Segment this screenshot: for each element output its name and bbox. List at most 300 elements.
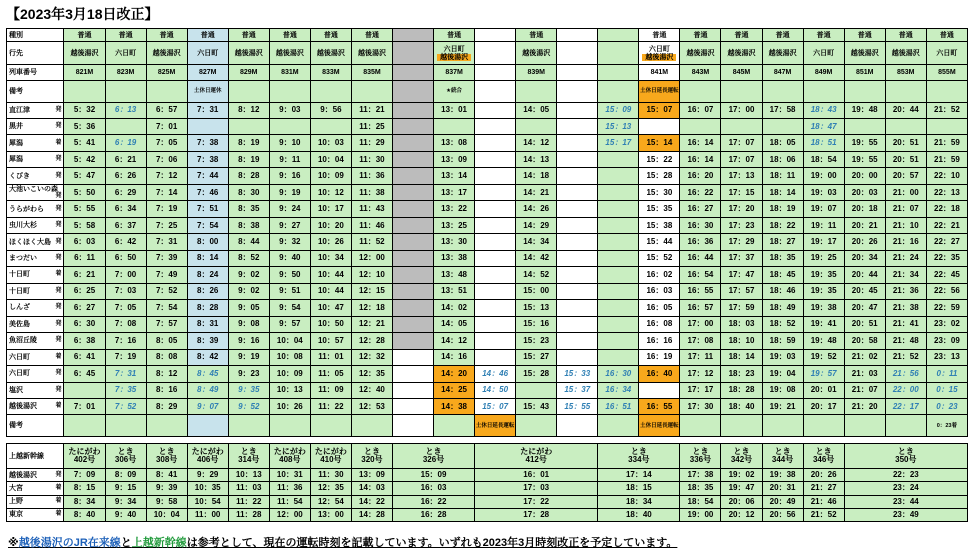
train-destination <box>351 42 392 65</box>
station-name <box>7 119 64 135</box>
time-cell: 14：46 <box>475 366 516 382</box>
time-cell: 13：08 <box>434 135 475 151</box>
bottom-remark: 0：23着 <box>926 415 967 437</box>
time-cell: 14：42 <box>516 250 557 266</box>
time-cell: 18：14 <box>721 349 762 365</box>
time-cell: 15：37 <box>557 382 598 398</box>
time-cell: 13：48 <box>434 267 475 283</box>
train-destination <box>844 42 885 65</box>
station-name-text: まつだい <box>9 254 37 262</box>
train-number: 847M <box>762 65 803 80</box>
time-cell <box>475 333 516 349</box>
time-cell: 16：03 <box>639 283 680 299</box>
time-cell: 16：20 <box>680 168 721 184</box>
shinkansen-number: 342号 <box>730 455 753 465</box>
shinkansen-name: とき <box>240 447 257 457</box>
shinkansen-time: 11：54 <box>269 495 310 508</box>
shinkansen-name: たにがわ <box>314 447 347 457</box>
bottom-remark <box>803 415 844 437</box>
station-name <box>7 234 64 250</box>
station-name-text: 越後湯沢 <box>9 403 37 411</box>
time-cell: 19：52 <box>803 349 844 365</box>
time-cell: 10：57 <box>310 333 351 349</box>
shinkansen-time: 22：23 <box>844 469 967 482</box>
time-cell: 8：05 <box>146 333 187 349</box>
station-name-text: 虫川大杉 <box>9 222 37 230</box>
train-remark <box>762 80 803 102</box>
footnote-mark: ※ <box>8 537 19 549</box>
time-cell: 16：16 <box>639 333 680 349</box>
time-cell: 12：53 <box>351 398 392 414</box>
time-cell <box>598 267 639 283</box>
shinkansen-time: 11：00 <box>187 508 228 521</box>
destination-text: 六日町 <box>443 45 465 53</box>
time-cell: 10：34 <box>310 250 351 266</box>
time-cell: 14：05 <box>516 102 557 118</box>
train-remark: ★続合 <box>434 80 475 102</box>
time-cell: 17：23 <box>721 217 762 233</box>
time-cell: 19：38 <box>803 300 844 316</box>
destination-text: 越後湯沢 <box>152 49 181 57</box>
time-cell: 14：12 <box>516 135 557 151</box>
shinkansen-time: 23：44 <box>844 495 967 508</box>
station-name <box>7 382 64 398</box>
train-remark <box>844 80 885 102</box>
station-row <box>7 119 968 135</box>
shinkansen-train <box>762 443 803 468</box>
time-cell: 13：01 <box>434 102 475 118</box>
time-cell: 6：27 <box>64 300 105 316</box>
shinkansen-time: 8：34 <box>64 495 105 508</box>
bottom-remark <box>64 415 105 437</box>
destination-text: 越後湯沢 <box>891 49 920 57</box>
time-cell <box>557 151 598 167</box>
train-number <box>557 65 598 80</box>
time-cell: 20：26 <box>844 234 885 250</box>
shinkansen-time: 8：09 <box>105 469 146 482</box>
train-number: 851M <box>844 65 885 80</box>
time-cell: 16：36 <box>680 234 721 250</box>
shinkansen-station <box>7 495 64 508</box>
train-remark <box>269 80 310 102</box>
time-cell: 5：58 <box>64 217 105 233</box>
train-type <box>598 29 639 42</box>
shinkansen-train <box>187 443 228 468</box>
shinkansen-time: 13：00 <box>310 508 351 521</box>
time-cell <box>310 119 351 135</box>
shinkansen-time: 9：15 <box>105 482 146 495</box>
time-cell: 22：56 <box>926 283 967 299</box>
time-cell: 9：16 <box>269 168 310 184</box>
train-type: 普通 <box>803 29 844 42</box>
time-cell: 20：57 <box>885 168 926 184</box>
time-cell: 17：11 <box>680 349 721 365</box>
train-number: 835M <box>351 65 392 80</box>
destination-text: 六日町 <box>197 49 219 57</box>
time-cell: 9：08 <box>228 316 269 332</box>
time-cell: 21：59 <box>926 151 967 167</box>
train-number: 829M <box>228 65 269 80</box>
time-cell: 19：03 <box>803 184 844 200</box>
train-type: 普通 <box>187 29 228 42</box>
time-cell: 18：59 <box>762 333 803 349</box>
arrival-departure-mark: 着 <box>55 353 62 360</box>
time-cell <box>557 300 598 316</box>
train-type: 普通 <box>146 29 187 42</box>
time-cell: 16：57 <box>680 300 721 316</box>
time-cell <box>475 135 516 151</box>
time-cell: 23：13 <box>926 349 967 365</box>
train-destination <box>105 42 146 65</box>
time-cell <box>598 333 639 349</box>
bottom-remark <box>105 415 146 437</box>
shinkansen-time: 17：03 <box>475 482 598 495</box>
time-cell: 8：39 <box>187 333 228 349</box>
shinkansen-station-name: 上野 <box>9 498 23 506</box>
time-cell: 20：17 <box>803 398 844 414</box>
time-cell <box>557 267 598 283</box>
station-name <box>7 102 64 118</box>
time-cell: 23：09 <box>926 333 967 349</box>
time-cell: 8：45 <box>187 366 228 382</box>
shinkansen-number: 410号 <box>320 455 342 465</box>
time-cell: 19：35 <box>803 283 844 299</box>
train-destination <box>803 42 844 65</box>
shinkansen-time: 20：06 <box>721 495 762 508</box>
time-cell: 9：03 <box>269 102 310 118</box>
station-row <box>7 168 968 184</box>
station-name-text: 塩沢 <box>9 386 23 394</box>
station-name <box>7 267 64 283</box>
time-cell: 21：02 <box>844 349 885 365</box>
station-name-text: 美佐島 <box>9 320 30 328</box>
station-row <box>7 300 968 316</box>
shinkansen-time: 10：35 <box>187 482 228 495</box>
destination-text: 越後湯沢 <box>768 49 797 57</box>
time-cell <box>639 119 680 135</box>
arrival-departure-mark: 着 <box>55 498 62 505</box>
shinkansen-number: 320号 <box>361 455 383 465</box>
time-cell: 19：25 <box>803 250 844 266</box>
shinkansen-number: 326号 <box>422 455 445 465</box>
time-cell: 19：41 <box>803 316 844 332</box>
time-cell: 9：27 <box>269 217 310 233</box>
time-cell: 9：51 <box>269 283 310 299</box>
time-cell: 10：26 <box>310 234 351 250</box>
time-cell: 20：45 <box>844 283 885 299</box>
train-destination <box>392 42 433 65</box>
time-cell <box>392 366 433 382</box>
station-row <box>7 366 968 382</box>
time-cell: 12：21 <box>351 316 392 332</box>
arrival-departure-mark: 発 <box>55 471 62 478</box>
arrival-departure-mark: 発 <box>55 156 62 163</box>
time-cell: 5：55 <box>64 201 105 217</box>
time-cell <box>475 316 516 332</box>
time-cell <box>557 250 598 266</box>
shinkansen-time: 15：09 <box>392 469 474 482</box>
time-cell: 17：57 <box>721 283 762 299</box>
time-cell: 9：02 <box>228 283 269 299</box>
page-title: 【2023年3月18日改正】 <box>6 6 159 22</box>
shinkansen-time: 11：03 <box>228 482 269 495</box>
time-cell: 19：04 <box>762 366 803 382</box>
time-cell <box>926 119 967 135</box>
time-cell <box>557 217 598 233</box>
time-cell: 7：05 <box>146 135 187 151</box>
shinkansen-time: 10：04 <box>146 508 187 521</box>
shinkansen-time: 18：15 <box>598 482 680 495</box>
station-name-text: 黒井 <box>9 123 23 131</box>
shinkansen-name: とき <box>630 447 647 457</box>
arrival-departure-mark: 着 <box>55 484 62 491</box>
time-cell: 21：07 <box>885 201 926 217</box>
time-cell: 18：06 <box>762 151 803 167</box>
time-cell: 8：24 <box>187 267 228 283</box>
time-cell: 9：05 <box>228 300 269 316</box>
time-cell <box>557 333 598 349</box>
train-number <box>475 65 516 80</box>
destination-text: 越後湯沢 <box>316 49 345 57</box>
station-row <box>7 234 968 250</box>
time-cell: 15：00 <box>516 283 557 299</box>
station-name-text: 六日町 <box>9 370 30 378</box>
time-cell: 21：38 <box>885 300 926 316</box>
train-destination <box>680 42 721 65</box>
time-cell: 13：51 <box>434 283 475 299</box>
shinkansen-time: 21：27 <box>803 482 844 495</box>
time-cell: 8：30 <box>228 184 269 200</box>
shinkansen-time: 18：54 <box>680 495 721 508</box>
time-cell: 11：22 <box>310 398 351 414</box>
shinkansen-time: 11：28 <box>228 508 269 521</box>
time-cell: 18：51 <box>803 135 844 151</box>
time-cell <box>475 300 516 316</box>
time-cell: 15：30 <box>639 184 680 200</box>
time-cell: 16：27 <box>680 201 721 217</box>
shinkansen-time: 8：41 <box>146 469 187 482</box>
time-cell: 21：52 <box>926 102 967 118</box>
time-cell: 6：30 <box>64 316 105 332</box>
shinkansen-time: 12：35 <box>310 482 351 495</box>
time-cell <box>392 184 433 200</box>
time-cell: 19：03 <box>762 349 803 365</box>
shinkansen-train <box>146 443 187 468</box>
time-cell <box>475 168 516 184</box>
time-cell: 15：22 <box>639 151 680 167</box>
time-cell <box>475 151 516 167</box>
time-cell: 19：00 <box>803 168 844 184</box>
station-row <box>7 316 968 332</box>
time-cell: 15：38 <box>639 217 680 233</box>
time-cell <box>392 151 433 167</box>
station-name <box>7 168 64 184</box>
arrival-departure-mark: 発 <box>55 287 62 294</box>
time-cell: 9：56 <box>310 102 351 118</box>
time-cell: 7：08 <box>105 316 146 332</box>
time-cell: 14：02 <box>434 300 475 316</box>
time-cell: 17：13 <box>721 168 762 184</box>
station-name-text: しんざ <box>9 304 30 312</box>
time-cell: 7：16 <box>105 333 146 349</box>
time-cell: 15：44 <box>639 234 680 250</box>
type-label: 種別 <box>7 29 64 42</box>
shinkansen-time: 8：40 <box>64 508 105 521</box>
shinkansen-station-row <box>7 482 968 495</box>
shinkansen-name: とき <box>897 447 914 457</box>
time-cell: 20：18 <box>844 201 885 217</box>
shinkansen-time: 23：24 <box>844 482 967 495</box>
time-cell: 20：47 <box>844 300 885 316</box>
train-type: 普通 <box>762 29 803 42</box>
arrival-departure-mark: 着 <box>55 511 62 518</box>
station-name-text: 大池いこいの森 <box>9 186 58 194</box>
time-cell: 16：44 <box>680 250 721 266</box>
time-cell: 9：52 <box>228 398 269 414</box>
time-cell: 9：11 <box>269 151 310 167</box>
station-row <box>7 382 968 398</box>
time-cell <box>680 119 721 135</box>
time-cell <box>392 382 433 398</box>
time-cell: 8：28 <box>187 300 228 316</box>
shinkansen-time: 9：40 <box>105 508 146 521</box>
time-cell: 10：47 <box>310 300 351 316</box>
shinkansen-time: 10：31 <box>269 469 310 482</box>
time-cell: 18：19 <box>762 201 803 217</box>
time-cell: 21：48 <box>885 333 926 349</box>
time-cell <box>598 349 639 365</box>
time-cell: 18：27 <box>762 234 803 250</box>
shinkansen-time: 12：00 <box>269 508 310 521</box>
time-cell <box>228 119 269 135</box>
station-row <box>7 151 968 167</box>
time-cell: 7：25 <box>146 217 187 233</box>
time-cell: 18：05 <box>762 135 803 151</box>
station-row <box>7 333 968 349</box>
station-row <box>7 398 968 414</box>
train-remark: 土休日延長運転 <box>639 80 680 102</box>
time-cell <box>392 300 433 316</box>
train-destination <box>310 42 351 65</box>
destination-row <box>7 42 968 65</box>
destination-text: 越後湯沢 <box>234 49 263 57</box>
time-cell: 21：56 <box>885 366 926 382</box>
train-destination <box>598 42 639 65</box>
time-cell: 19：48 <box>844 102 885 118</box>
time-cell: 20：21 <box>844 217 885 233</box>
time-cell <box>598 316 639 332</box>
time-cell: 16：14 <box>680 135 721 151</box>
time-cell: 8：38 <box>228 217 269 233</box>
time-cell: 12：15 <box>351 283 392 299</box>
time-cell: 6：38 <box>64 333 105 349</box>
time-cell <box>475 349 516 365</box>
time-cell <box>598 283 639 299</box>
time-cell: 11：21 <box>351 102 392 118</box>
shinkansen-name: とき <box>692 447 709 457</box>
station-name <box>7 349 64 365</box>
time-cell: 22：18 <box>926 201 967 217</box>
time-cell: 15：52 <box>639 250 680 266</box>
bottom-remark <box>269 415 310 437</box>
time-cell: 14：20 <box>434 366 475 382</box>
train-type: 普通 <box>105 29 146 42</box>
time-cell: 20：51 <box>885 135 926 151</box>
arrival-departure-mark: 発 <box>55 193 62 200</box>
time-cell: 19：21 <box>762 398 803 414</box>
time-cell: 14：05 <box>434 316 475 332</box>
remarks-row <box>7 80 968 102</box>
time-cell: 6：03 <box>64 234 105 250</box>
time-cell <box>557 135 598 151</box>
shinkansen-time: 20：12 <box>721 508 762 521</box>
time-cell: 9：16 <box>228 333 269 349</box>
time-cell: 15：16 <box>516 316 557 332</box>
time-cell: 8：19 <box>228 151 269 167</box>
time-cell <box>475 201 516 217</box>
train-destination <box>926 42 967 65</box>
time-cell: 11：52 <box>351 234 392 250</box>
time-cell <box>598 250 639 266</box>
time-cell: 9：50 <box>269 267 310 283</box>
shinkansen-train <box>680 443 721 468</box>
shinkansen-time: 8：15 <box>64 482 105 495</box>
time-cell <box>721 119 762 135</box>
time-cell: 8：52 <box>228 250 269 266</box>
time-cell: 6：41 <box>64 349 105 365</box>
time-cell: 16：40 <box>639 366 680 382</box>
time-cell: 21：59 <box>926 135 967 151</box>
shinkansen-station-row <box>7 508 968 521</box>
time-cell: 16：54 <box>680 267 721 283</box>
time-cell <box>392 316 433 332</box>
time-cell: 7：54 <box>146 300 187 316</box>
time-cell <box>392 217 433 233</box>
station-row <box>7 283 968 299</box>
time-cell <box>557 201 598 217</box>
shinkansen-name: とき <box>774 447 791 457</box>
shinkansen-time: 19：38 <box>762 469 803 482</box>
time-cell: 16：05 <box>639 300 680 316</box>
time-cell: 14：34 <box>516 234 557 250</box>
time-cell <box>392 398 433 414</box>
time-cell: 10：04 <box>310 151 351 167</box>
time-cell: 22：10 <box>926 168 967 184</box>
shinkansen-name: とき <box>117 447 134 457</box>
time-cell: 19：08 <box>762 382 803 398</box>
time-cell: 10：12 <box>310 184 351 200</box>
time-cell: 18：52 <box>762 316 803 332</box>
shinkansen-time: 17：22 <box>475 495 598 508</box>
train-remark <box>885 80 926 102</box>
train-destination <box>721 42 762 65</box>
shinkansen-time: 7：09 <box>64 469 105 482</box>
time-cell: 13：17 <box>434 184 475 200</box>
time-cell: 19：55 <box>844 135 885 151</box>
shinkansen-number: 334号 <box>628 455 650 465</box>
arrival-departure-mark: 発 <box>55 222 62 229</box>
station-name-text: 六日町 <box>9 353 30 361</box>
time-cell: 6：13 <box>105 102 146 118</box>
time-cell: 17：08 <box>680 333 721 349</box>
shinkansen-time: 16：22 <box>392 495 474 508</box>
time-cell: 9：32 <box>269 234 310 250</box>
destination-text: 六日町 <box>936 49 958 57</box>
time-cell: 6：11 <box>64 250 105 266</box>
shinkansen-time: 20：26 <box>803 469 844 482</box>
time-cell: 22：17 <box>885 398 926 414</box>
train-remark <box>105 80 146 102</box>
